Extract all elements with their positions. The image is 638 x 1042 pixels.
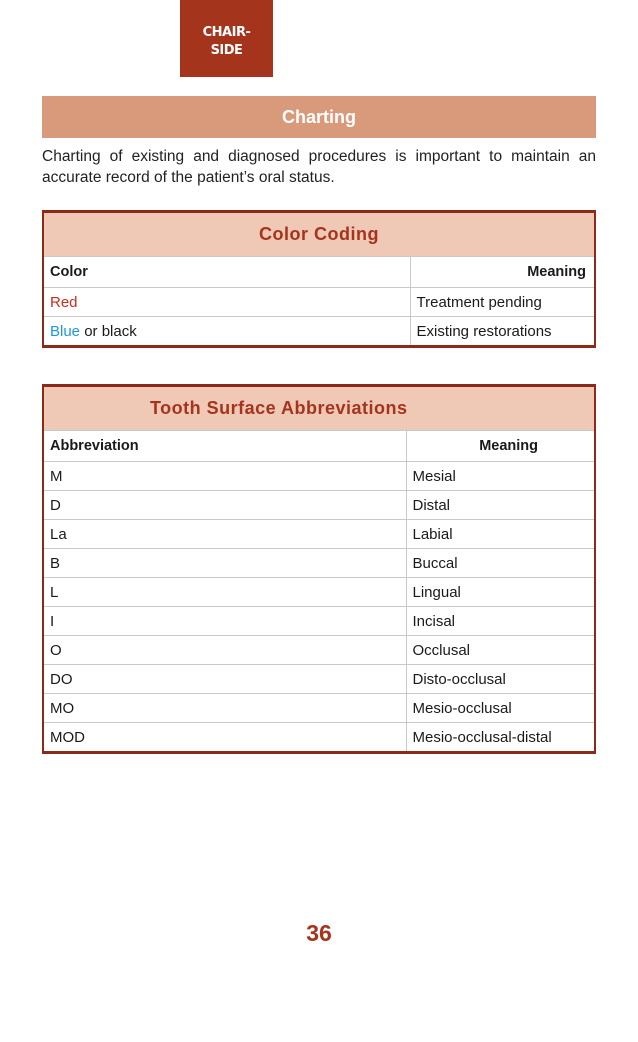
abbreviation-cell: O [43,636,406,665]
table-row [43,665,595,694]
meaning-cell: Occlusal [406,636,595,665]
meaning-cell: Treatment pending [410,288,595,317]
meaning-header: Meaning [406,431,595,462]
chapter-tab [180,0,273,77]
abbreviation-cell: L [43,578,406,607]
intro-paragraph: Charting of existing and diagnosed procedures is important to maintain an accurate record of the patient’s oral status. [42,148,596,186]
chapter-tab-line1: CHAIR- [202,25,251,40]
abbreviation-cell: MOD [43,723,406,753]
color-coding-table [42,210,596,348]
page-number: 36 [306,920,332,946]
color-header: Color [43,257,410,288]
table-row [43,578,595,607]
meaning-cell: Existing restorations [410,317,595,347]
color-cell: Red [43,288,410,317]
table-row [43,607,595,636]
meaning-header: Meaning [410,257,595,288]
color-coding-title: Color Coding [43,212,595,257]
color-rest: or black [80,322,137,340]
table-row [43,549,595,578]
section-title: Charting [42,96,596,138]
meaning-cell: Mesial [406,462,595,491]
abbreviation-cell: La [43,520,406,549]
table-row [43,288,595,317]
meaning-cell: Distal [406,491,595,520]
tooth-surface-table [42,384,596,754]
table-row [43,694,595,723]
abbreviation-cell: B [43,549,406,578]
meaning-cell: Buccal [406,549,595,578]
table-row [43,491,595,520]
abbreviation-cell: DO [43,665,406,694]
color-cell [43,317,410,347]
table-row [43,520,595,549]
meaning-cell: Labial [406,520,595,549]
table-row [43,723,595,753]
abbreviation-cell: MO [43,694,406,723]
abbreviation-header: Abbreviation [43,431,406,462]
abbreviation-cell: M [43,462,406,491]
chapter-tab-line2: SIDE [210,43,243,58]
meaning-cell: Mesio-occlusal [406,694,595,723]
meaning-cell: Mesio-occlusal-distal [406,723,595,753]
meaning-cell: Lingual [406,578,595,607]
table-row [43,462,595,491]
tooth-surface-title: Tooth Surface Abbreviations [43,386,595,431]
blue-word: Blue [50,322,81,340]
abbreviation-cell: D [43,491,406,520]
table-row [43,317,595,347]
table-row [43,636,595,665]
meaning-cell: Disto-occlusal [406,665,595,694]
meaning-cell: Incisal [406,607,595,636]
abbreviation-cell: I [43,607,406,636]
